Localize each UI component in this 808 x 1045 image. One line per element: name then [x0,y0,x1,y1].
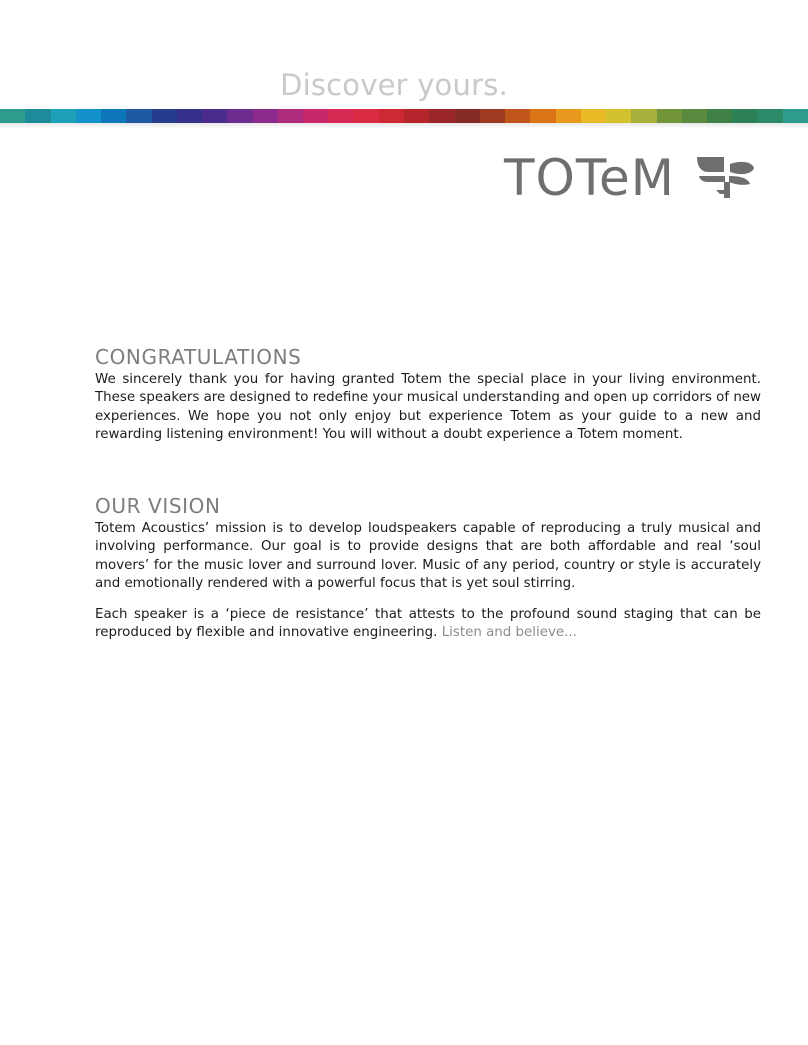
stripe-segment [530,109,555,123]
stripe-segment [126,109,151,123]
vision-text-2 [95,606,761,643]
stripe-segment [404,109,429,123]
congratulations-text: We sincerely thank you for having granted Totem the special place in your living environment. These speakers are designed to redefine your musical understanding and open up corridors of new experiences. We hope you not only enjoy but experience Totem as your guide to a new and rewarding listening environment! You will without a doubt experience a Totem moment. [95,372,761,443]
stripe-segment [328,109,353,123]
stripe-segment [429,109,454,123]
stripe-segment [455,109,480,123]
congratulations-section [95,345,761,445]
vision-heading: OUR VISION [95,494,221,518]
vision-text: Totem Acoustics’ mission is to develop loudspeakers capable of reproducing a truly musical and involving performance. Our goal is to provide designs that are both affordable and real ‘soul movers’ for the music lover and surround lover. Music of any period, country or style is accurately and emotionally rendered with a powerful focus that is yet soul stirring. [95,521,761,592]
stripe-segment [354,109,379,123]
stripe-segment [76,109,101,123]
stripe-segment [51,109,76,123]
stripe-segment [758,109,783,123]
stripe-segment [101,109,126,123]
stripe-segment [657,109,682,123]
stripe-segment [707,109,732,123]
stripe-shadow [0,123,808,129]
stripe-segment [606,109,631,123]
stripe-segment [783,109,808,123]
stripe-segment [227,109,252,123]
stripe-segment [303,109,328,123]
stripe-segment [253,109,278,123]
stripe-segment [480,109,505,123]
stripe-segment [177,109,202,123]
vision-section [95,494,761,642]
logo-wordmark: TOTeM [504,149,675,207]
stripe-segment [0,109,25,123]
stripe-segment [556,109,581,123]
color-stripe [0,109,808,123]
totem-logo [504,150,758,206]
stripe-segment [682,109,707,123]
stripe-segment [25,109,50,123]
stripe-segment [152,109,177,123]
stripe-segment [505,109,530,123]
congratulations-heading: CONGRATULATIONS [95,345,302,369]
stripe-segment [202,109,227,123]
stripe-segment [732,109,757,123]
stripe-segment [278,109,303,123]
stripe-segment [379,109,404,123]
stripe-segment [631,109,656,123]
stripe-segment [581,109,606,123]
tagline: Discover yours. [280,68,508,102]
vision-text-2-body: Each speaker is a ‘piece de resistance’ that attests to the profound sound staging that can be reproduced by flexible and innovative engineering. [95,606,761,641]
totem-leaf-logo-mark-icon [694,154,756,200]
listen-and-believe: Listen and believe... [441,625,577,641]
